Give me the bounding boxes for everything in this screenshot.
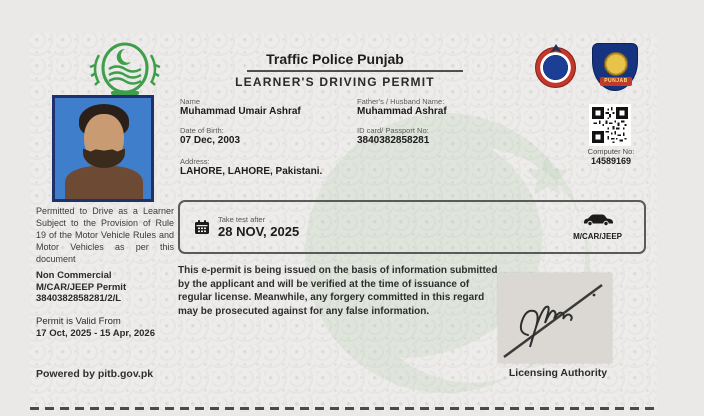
- category-title: Non Commercial: [36, 270, 112, 281]
- punjab-government-crest: [75, 41, 175, 95]
- computer-no-label: Computer No:: [587, 147, 635, 156]
- category-permit: M/CAR/JEEP Permit: [36, 281, 127, 293]
- car-icon: [581, 214, 615, 226]
- cut-line-dashed: [30, 407, 657, 410]
- licensing-authority-label: Licensing Authority: [508, 367, 608, 379]
- signature-box: [498, 273, 612, 363]
- police-logo-eagle: [550, 44, 562, 53]
- punjab-police-logo: [535, 47, 576, 88]
- powered-by: Powered by pitb.gov.pk: [36, 368, 154, 380]
- shield-banner: PUNJAB: [600, 77, 632, 86]
- page-title: Traffic Police Punjab: [266, 51, 404, 67]
- category-number: 3840382858281/2/L: [36, 293, 122, 304]
- applicant-photo: [52, 95, 154, 202]
- traffic-police-shield: [592, 43, 638, 91]
- field-id-card: ID card/ Passport No: 3840382858281: [357, 126, 430, 146]
- calendar-icon: [194, 219, 210, 235]
- field-name: Name Muhammad Umair Ashraf: [180, 97, 301, 117]
- take-test-label: Take test after: [218, 215, 266, 224]
- computer-no-block: [556, 147, 666, 166]
- title-divider: [247, 70, 463, 72]
- validity-block: [36, 316, 181, 340]
- shield-center-emblem: [604, 52, 628, 76]
- learner-permit-card: [30, 33, 657, 412]
- vehicle-class-label: M/CAR/JEEP: [573, 232, 622, 241]
- photo-shoulders: [65, 166, 143, 202]
- signature-mark: [498, 273, 612, 363]
- computer-no-value: 14589169: [590, 156, 632, 166]
- page-subtitle: LEARNER'S DRIVING PERMIT: [235, 75, 435, 89]
- permission-note: Permitted to Drive as a Learner Subject to the Provision of Rule 19 of the Motor Vehicle Rules and Motor Vehicles as per this document: [36, 206, 174, 264]
- validity-value: 17 Oct, 2025 - 15 Apr, 2026: [36, 328, 156, 339]
- permit-category-block: [36, 270, 186, 305]
- take-test-date: 28 NOV, 2025: [218, 224, 300, 239]
- field-date-of-birth: Date of Birth: 07 Dec, 2003: [180, 126, 241, 146]
- qr-code: [589, 104, 631, 146]
- validity-label: Permit is Valid From: [36, 316, 121, 327]
- field-father-name: Father's / Husband Name: Muhammad Ashraf: [357, 97, 447, 117]
- field-address: Address: LAHORE, LAHORE, Pakistani.: [180, 157, 323, 177]
- take-test-box: [178, 200, 646, 254]
- notice-text: This e-permit is being issued on the basis of information submitted by the applicant and will be verified at the time of issuance of regular license. Meanwhile, any forgery committed in this regard may be prosecuted against for any false information.: [178, 265, 498, 317]
